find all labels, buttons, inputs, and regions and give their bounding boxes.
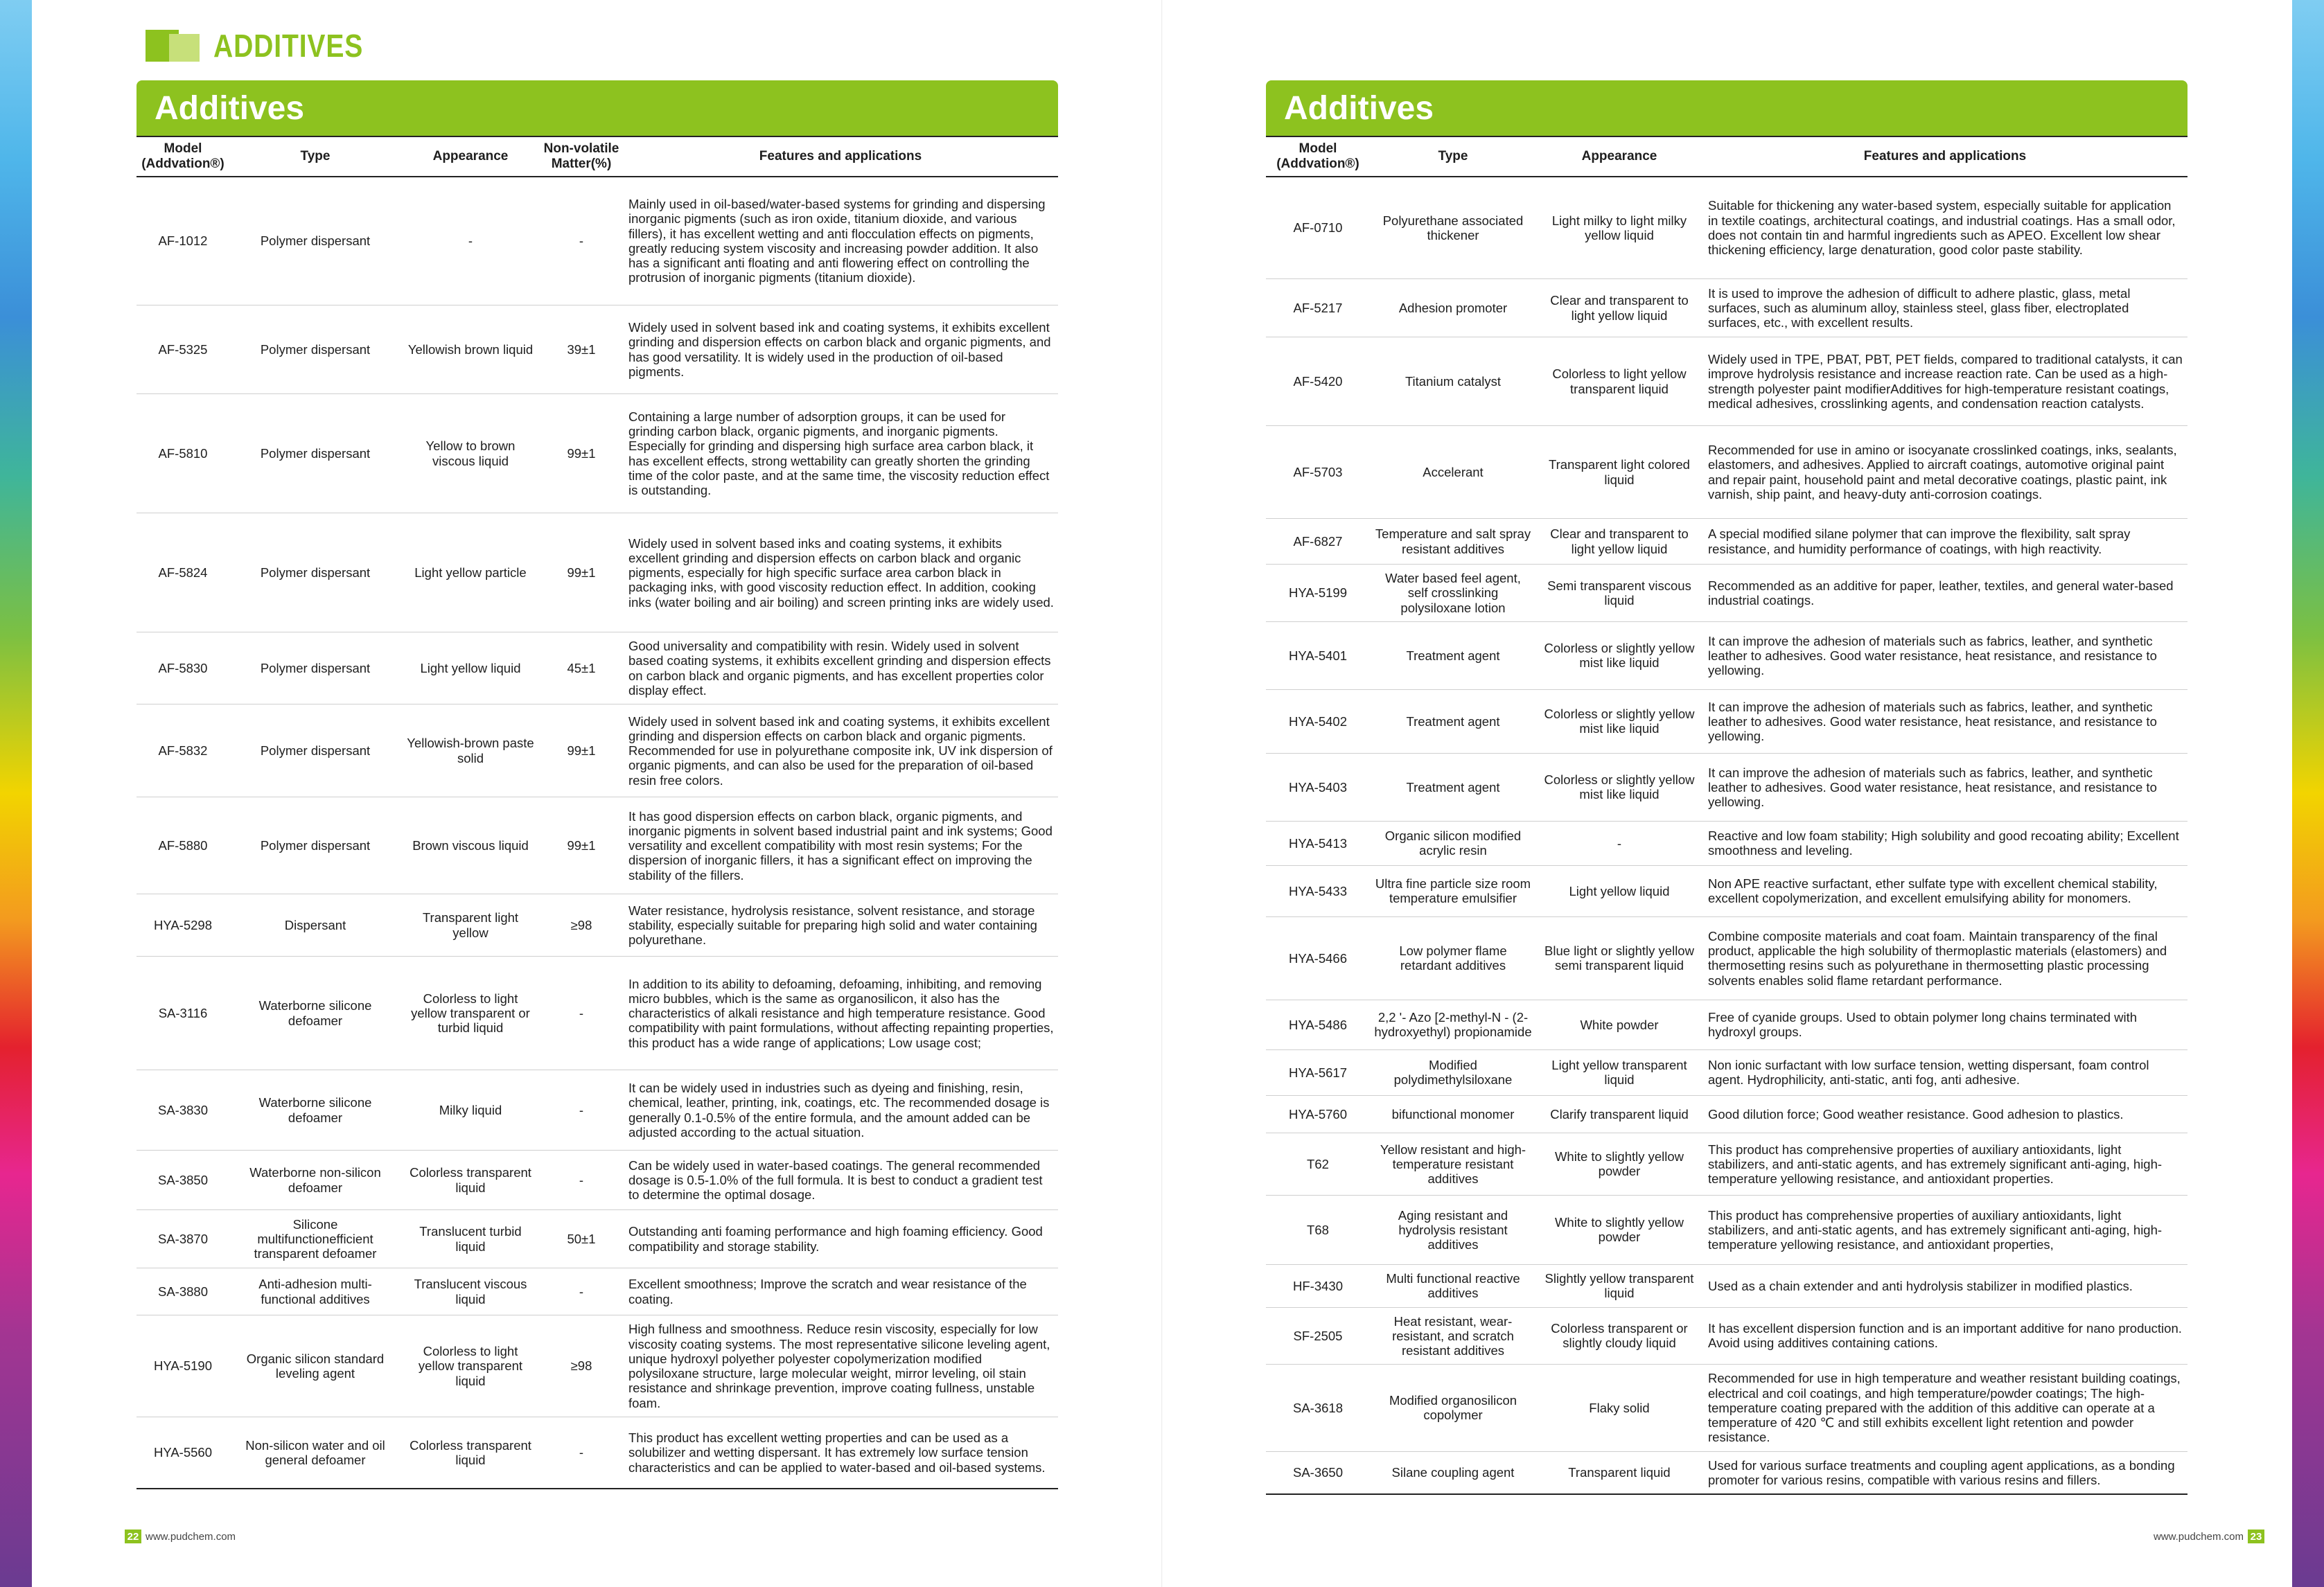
cell-features: Mainly used in oil-based/water-based systems for grinding and dispersing inorganic pigments (such as iron oxide, titanium dioxide, and various fillers), it has excellent wetting and anti flocculation effects on pigments, greatly reducing system viscosity and increasing powder addition. It also has a significant anti floating and anti flowering effect on controlling the protrusion of inorganic pigments (titanium dioxide). bbox=[623, 177, 1058, 305]
cell-type: Accelerant bbox=[1370, 426, 1536, 519]
brand-title: ADDITIVES bbox=[213, 28, 364, 64]
cell-appearance: Colorless or slightly yellow mist like liquid bbox=[1536, 689, 1702, 753]
header-model: Model (Addvation®) bbox=[1266, 136, 1370, 177]
cell-model: SA-3870 bbox=[137, 1210, 229, 1268]
table-row bbox=[137, 1268, 1058, 1315]
header-type: Type bbox=[229, 136, 401, 177]
cell-appearance: Translucent turbid liquid bbox=[401, 1210, 540, 1268]
cell-nonvolatile: ≥98 bbox=[540, 894, 623, 957]
table-row bbox=[1266, 865, 2187, 916]
cell-features: In addition to its ability to defoaming, defoaming, inhibiting, and removing micro bubbles, which is the same as organosilicon, it also has the characteristics of alkali resistance and high temperature resistance. Good compatibility with paint formulations, without affecting repainting properties, this product has a wide range of applications; Low usage cost; bbox=[623, 957, 1058, 1070]
cell-appearance: - bbox=[401, 177, 540, 305]
cell-model: HF-3430 bbox=[1266, 1264, 1370, 1307]
cell-appearance: Colorless transparent or slightly cloudy liquid bbox=[1536, 1307, 1702, 1365]
cell-model: AF-5325 bbox=[137, 305, 229, 394]
left-footer bbox=[125, 1530, 236, 1543]
cell-nonvolatile: 50±1 bbox=[540, 1210, 623, 1268]
cell-appearance: Clarify transparent liquid bbox=[1536, 1095, 1702, 1133]
cell-nonvolatile: - bbox=[540, 1070, 623, 1151]
cell-nonvolatile: - bbox=[540, 1417, 623, 1489]
cell-features: It can improve the adhesion of materials such as fabrics, leather, and synthetic leather to adhesives. Good water resistance, heat resistance, and resistance to yellowing. bbox=[1702, 753, 2187, 821]
header-model: Model (Addvation®) bbox=[137, 136, 229, 177]
cell-appearance: Clear and transparent to light yellow liquid bbox=[1536, 279, 1702, 337]
table-row bbox=[1266, 1195, 2187, 1264]
cell-model: HYA-5617 bbox=[1266, 1049, 1370, 1095]
cell-features: This product has comprehensive properties of auxiliary antioxidants, light stabilizers, and anti-static agents, and has extremely significant anti-aging, high-temperature yellowing resistance, and antioxidant properties, bbox=[1702, 1195, 2187, 1264]
table-row bbox=[1266, 565, 2187, 622]
table-row bbox=[1266, 1307, 2187, 1365]
cell-model: SF-2505 bbox=[1266, 1307, 1370, 1365]
additives-table bbox=[137, 136, 1058, 1489]
cell-type: Ultra fine particle size room temperature emulsifier bbox=[1370, 865, 1536, 916]
cell-model: HYA-5486 bbox=[1266, 1000, 1370, 1049]
table-row bbox=[137, 1417, 1058, 1489]
cell-type: Titanium catalyst bbox=[1370, 337, 1536, 426]
cell-appearance: Brown viscous liquid bbox=[401, 797, 540, 894]
cell-model: AF-5703 bbox=[1266, 426, 1370, 519]
cell-features: Free of cyanide groups. Used to obtain polymer long chains terminated with hydroxyl groups. bbox=[1702, 1000, 2187, 1049]
cell-model: SA-3880 bbox=[137, 1268, 229, 1315]
table-row bbox=[1266, 1264, 2187, 1307]
page-number: 22 bbox=[125, 1530, 141, 1543]
table-header-row bbox=[137, 136, 1058, 177]
table-row bbox=[137, 704, 1058, 797]
right-rainbow-edge bbox=[2292, 0, 2324, 1587]
cell-features: Recommended for use in high temperature and weather resistant building coatings, electrical and coil coatings, and high temperature/powder coatings; The high-temperature coating prepared with the addition of this additive can operate at a temperature of 420 ℃ and still exhibits excellent light retention and powder resistance. bbox=[1702, 1365, 2187, 1451]
cell-model: HYA-5190 bbox=[137, 1315, 229, 1417]
cell-features: Widely used in solvent based inks and coating systems, it exhibits excellent grinding and dispersion effects on carbon black and organic pigments, especially for high specific surface area carbon black in packaging inks, with good viscosity reduction effect. In addition, cooking inks (water boiling and air boiling) and screen printing inks are widely used. bbox=[623, 513, 1058, 632]
cell-appearance: Yellow to brown viscous liquid bbox=[401, 394, 540, 513]
cell-type: Low polymer flame retardant additives bbox=[1370, 916, 1536, 1000]
cell-appearance: Blue light or slightly yellow semi transparent liquid bbox=[1536, 916, 1702, 1000]
cell-features: This product has excellent wetting properties and can be used as a solubilizer and wetting dispersant. It has extremely low surface tension characteristics and can be applied to water-based and oil-based systems. bbox=[623, 1417, 1058, 1489]
table-row bbox=[1266, 621, 2187, 689]
cell-appearance: Transparent liquid bbox=[1536, 1451, 1702, 1494]
cell-features: High fullness and smoothness. Reduce resin viscosity, especially for low viscosity coating systems. The most representative silicone leveling agent, unique hydroxyl polyether polyester copolymerization modified polysiloxane structure, large molecular weight, mirror leveling, oil stain resistance and shrinkage prevention, improve coating fullness, unstable foam. bbox=[623, 1315, 1058, 1417]
cell-features: Suitable for thickening any water-based system, especially suitable for application in textile coatings, architectural coatings, and industrial coatings. Has a small odor, does not contain tin and harmful ingredients such as APEO. Excellent low shear thickening efficiency, large denaturation, good color paste stability. bbox=[1702, 177, 2187, 279]
cell-model: SA-3618 bbox=[1266, 1365, 1370, 1451]
header-type: Type bbox=[1370, 136, 1536, 177]
table-row bbox=[137, 797, 1058, 894]
table-row bbox=[137, 305, 1058, 394]
table-row bbox=[1266, 279, 2187, 337]
cell-features: Combine composite materials and coat foam. Maintain transparency of the final product, applicable the high solubility of thermoplastic materials (elastomers) and thermosetting resins such as polyurethane in thermosetting plastic processing solvents enables solid flame retardant performance. bbox=[1702, 916, 2187, 1000]
cell-features: Good universality and compatibility with resin. Widely used in solvent based coating systems, it exhibits excellent grinding and dispersion effects on carbon black and organic pigments, and has excellent properties color display effect. bbox=[623, 632, 1058, 704]
table-row bbox=[1266, 426, 2187, 519]
cell-appearance: Semi transparent viscous liquid bbox=[1536, 565, 1702, 622]
cell-model: HYA-5760 bbox=[1266, 1095, 1370, 1133]
additives-table bbox=[1266, 136, 2187, 1495]
cell-appearance: Light yellow particle bbox=[401, 513, 540, 632]
cell-type: Water based feel agent, self crosslinking polysiloxane lotion bbox=[1370, 565, 1536, 622]
cell-features: It can improve the adhesion of materials such as fabrics, leather, and synthetic leather to adhesives. Good water resistance, heat resistance, and resistance to yellowing. bbox=[1702, 689, 2187, 753]
footer-url: www.pudchem.com bbox=[2153, 1530, 2244, 1543]
cell-type: Anti-adhesion multi-functional additives bbox=[229, 1268, 401, 1315]
cell-type: Silane coupling agent bbox=[1370, 1451, 1536, 1494]
footer-url: www.pudchem.com bbox=[146, 1530, 236, 1543]
cell-features: Water resistance, hydrolysis resistance, solvent resistance, and storage stability, especially suitable for preparing high solid and water containing polyurethane. bbox=[623, 894, 1058, 957]
cell-type: Treatment agent bbox=[1370, 621, 1536, 689]
cell-nonvolatile: - bbox=[540, 957, 623, 1070]
cell-model: AF-5824 bbox=[137, 513, 229, 632]
cell-model: HYA-5199 bbox=[1266, 565, 1370, 622]
cell-model: HYA-5401 bbox=[1266, 621, 1370, 689]
cell-features: It can improve the adhesion of materials such as fabrics, leather, and synthetic leather to adhesives. Good water resistance, heat resistance, and resistance to yellowing. bbox=[1702, 621, 2187, 689]
cell-model: SA-3830 bbox=[137, 1070, 229, 1151]
table-row bbox=[1266, 519, 2187, 565]
table-row bbox=[1266, 753, 2187, 821]
cell-type: Polymer dispersant bbox=[229, 177, 401, 305]
cell-model: AF-0710 bbox=[1266, 177, 1370, 279]
cell-model: HYA-5403 bbox=[1266, 753, 1370, 821]
cell-model: T62 bbox=[1266, 1133, 1370, 1195]
cell-type: Non-silicon water and oil general defoamer bbox=[229, 1417, 401, 1489]
cell-features: Excellent smoothness; Improve the scratch and wear resistance of the coating. bbox=[623, 1268, 1058, 1315]
cell-features: Outstanding anti foaming performance and high foaming efficiency. Good compatibility and storage stability. bbox=[623, 1210, 1058, 1268]
table-row bbox=[1266, 1133, 2187, 1195]
cell-type: Polymer dispersant bbox=[229, 632, 401, 704]
cell-type: Modified organosilicon copolymer bbox=[1370, 1365, 1536, 1451]
cell-type: Polymer dispersant bbox=[229, 513, 401, 632]
cell-appearance: Colorless or slightly yellow mist like liquid bbox=[1536, 753, 1702, 821]
cell-appearance: Colorless to light yellow transparent liquid bbox=[401, 1315, 540, 1417]
cell-features: It has excellent dispersion function and is an important additive for nano production. Avoid using additives containing cations. bbox=[1702, 1307, 2187, 1365]
cell-appearance: Colorless transparent liquid bbox=[401, 1417, 540, 1489]
left-rainbow-edge bbox=[0, 0, 32, 1587]
table-row bbox=[137, 894, 1058, 957]
table-row bbox=[137, 1151, 1058, 1210]
cell-type: Treatment agent bbox=[1370, 753, 1536, 821]
cell-appearance: Clear and transparent to light yellow liquid bbox=[1536, 519, 1702, 565]
cell-features: Reactive and low foam stability; High solubility and good recoating ability; Excellent smoothness and leveling. bbox=[1702, 821, 2187, 865]
cell-nonvolatile: 39±1 bbox=[540, 305, 623, 394]
cell-appearance: Transparent light yellow bbox=[401, 894, 540, 957]
cell-model: HYA-5402 bbox=[1266, 689, 1370, 753]
cell-appearance: Slightly yellow transparent liquid bbox=[1536, 1264, 1702, 1307]
table-row bbox=[137, 632, 1058, 704]
cell-type: 2,2 '- Azo [2-methyl-N - (2-hydroxyethyl) propionamide bbox=[1370, 1000, 1536, 1049]
cell-nonvolatile: ≥98 bbox=[540, 1315, 623, 1417]
cell-type: Polymer dispersant bbox=[229, 797, 401, 894]
cell-appearance: Milky liquid bbox=[401, 1070, 540, 1151]
cell-model: AF-6827 bbox=[1266, 519, 1370, 565]
cell-type: Treatment agent bbox=[1370, 689, 1536, 753]
brand-cube-icon bbox=[146, 27, 201, 64]
header-appearance: Appearance bbox=[1536, 136, 1702, 177]
cell-features: Widely used in TPE, PBAT, PBT, PET fields, compared to traditional catalysts, it can improve hydrolysis resistance and increase reaction rate. Can be used as a high-strength polyester paint modifierAdditives for high-temperature resistant coatings, medical adhesives, crosslinking agents, and condensation reaction catalysts. bbox=[1702, 337, 2187, 426]
header-features: Features and applications bbox=[623, 136, 1058, 177]
cell-appearance: Colorless to light yellow transparent liquid bbox=[1536, 337, 1702, 426]
cell-nonvolatile: 99±1 bbox=[540, 797, 623, 894]
cell-type: Polymer dispersant bbox=[229, 394, 401, 513]
cell-appearance: Transparent light colored liquid bbox=[1536, 426, 1702, 519]
cell-model: SA-3650 bbox=[1266, 1451, 1370, 1494]
cell-type: Organic silicon modified acrylic resin bbox=[1370, 821, 1536, 865]
cell-model: AF-5420 bbox=[1266, 337, 1370, 426]
cell-nonvolatile: 99±1 bbox=[540, 704, 623, 797]
cell-type: Heat resistant, wear-resistant, and scratch resistant additives bbox=[1370, 1307, 1536, 1365]
cell-nonvolatile: - bbox=[540, 1268, 623, 1315]
table-header-row bbox=[1266, 136, 2187, 177]
cell-type: Adhesion promoter bbox=[1370, 279, 1536, 337]
cell-features: Good dilution force; Good weather resistance. Good adhesion to plastics. bbox=[1702, 1095, 2187, 1133]
header-features: Features and applications bbox=[1702, 136, 2187, 177]
cell-type: Silicone multifunctionefficient transparent defoamer bbox=[229, 1210, 401, 1268]
cell-appearance: Light yellow liquid bbox=[1536, 865, 1702, 916]
cell-model: SA-3116 bbox=[137, 957, 229, 1070]
cell-nonvolatile: - bbox=[540, 177, 623, 305]
table-row bbox=[137, 1210, 1058, 1268]
left-page bbox=[137, 80, 1058, 1489]
cell-appearance: Light yellow liquid bbox=[401, 632, 540, 704]
table-row bbox=[1266, 1451, 2187, 1494]
cell-model: HYA-5298 bbox=[137, 894, 229, 957]
cell-appearance: Light yellow transparent liquid bbox=[1536, 1049, 1702, 1095]
section-banner: Additives bbox=[137, 80, 1058, 136]
cell-features: Containing a large number of adsorption groups, it can be used for grinding carbon black, organic pigments, and inorganic pigments. Especially for grinding and dispersing high surface area carbon black, it has excellent effects, strong wettability can greatly shorten the grinding time of the color paste, and at the same time, the viscosity reduction effect is outstanding. bbox=[623, 394, 1058, 513]
cell-nonvolatile: 99±1 bbox=[540, 513, 623, 632]
cell-appearance: White to slightly yellow powder bbox=[1536, 1133, 1702, 1195]
cell-features: It is used to improve the adhesion of difficult to adhere plastic, glass, metal surfaces, such as aluminum alloy, stainless steel, glass fiber, electroplated surfaces, etc., with excellent results. bbox=[1702, 279, 2187, 337]
cell-model: HYA-5433 bbox=[1266, 865, 1370, 916]
table-row bbox=[1266, 916, 2187, 1000]
table-row bbox=[137, 957, 1058, 1070]
cell-nonvolatile: 99±1 bbox=[540, 394, 623, 513]
cell-appearance: Yellowish brown liquid bbox=[401, 305, 540, 394]
cell-model: AF-5830 bbox=[137, 632, 229, 704]
table-row bbox=[137, 394, 1058, 513]
table-row bbox=[1266, 689, 2187, 753]
section-banner: Additives bbox=[1266, 80, 2187, 136]
table-row bbox=[1266, 1049, 2187, 1095]
table-row bbox=[1266, 1365, 2187, 1451]
table-row bbox=[1266, 821, 2187, 865]
table-row bbox=[137, 1070, 1058, 1151]
table-row bbox=[137, 1315, 1058, 1417]
cell-features: Can be widely used in water-based coatings. The general recommended dosage is 0.5-1.0% of the full formula. It is best to conduct a gradient test to determine the optimal dosage. bbox=[623, 1151, 1058, 1210]
cell-model: AF-1012 bbox=[137, 177, 229, 305]
cell-appearance: Yellowish-brown paste solid bbox=[401, 704, 540, 797]
cell-type: Polyurethane associated thickener bbox=[1370, 177, 1536, 279]
cell-appearance: Translucent viscous liquid bbox=[401, 1268, 540, 1315]
cell-appearance: White powder bbox=[1536, 1000, 1702, 1049]
brand-header bbox=[146, 26, 389, 65]
header-appearance: Appearance bbox=[401, 136, 540, 177]
cell-model: AF-5217 bbox=[1266, 279, 1370, 337]
header-nonvolatile: Non-volatile Matter(%) bbox=[540, 136, 623, 177]
cell-appearance: Flaky solid bbox=[1536, 1365, 1702, 1451]
right-page bbox=[1266, 80, 2187, 1495]
table-row bbox=[1266, 1000, 2187, 1049]
cell-appearance: Colorless to light yellow transparent or turbid liquid bbox=[401, 957, 540, 1070]
cell-type: Waterborne silicone defoamer bbox=[229, 1070, 401, 1151]
cell-type: Dispersant bbox=[229, 894, 401, 957]
page-fold bbox=[1161, 0, 1163, 1587]
cell-type: Polymer dispersant bbox=[229, 305, 401, 394]
cell-features: A special modified silane polymer that can improve the flexibility, salt spray resistance, and humidity performance of coatings, with high reactivity. bbox=[1702, 519, 2187, 565]
cell-model: HYA-5560 bbox=[137, 1417, 229, 1489]
table-row bbox=[1266, 337, 2187, 426]
cell-type: Polymer dispersant bbox=[229, 704, 401, 797]
cell-features: It can be widely used in industries such as dyeing and finishing, resin, chemical, leather, printing, ink, coatings, etc. The recommended dosage is generally 0.1-0.5% of the entire formula, and the amount added can be adjusted according to the actual situation. bbox=[623, 1070, 1058, 1151]
cell-appearance: White to slightly yellow powder bbox=[1536, 1195, 1702, 1264]
cell-appearance: Light milky to light milky yellow liquid bbox=[1536, 177, 1702, 279]
table-row bbox=[137, 177, 1058, 305]
cell-features: Widely used in solvent based ink and coating systems, it exhibits excellent grinding and dispersion effects on carbon black and organic pigments. Recommended for use in polyurethane composite ink, UV ink dispersion of organic pigments, and can also be used for the preparation of oil-based resin free colors. bbox=[623, 704, 1058, 797]
cell-type: Yellow resistant and high-temperature resistant additives bbox=[1370, 1133, 1536, 1195]
cell-model: AF-5880 bbox=[137, 797, 229, 894]
table-row bbox=[1266, 177, 2187, 279]
cell-type: Organic silicon standard leveling agent bbox=[229, 1315, 401, 1417]
cell-model: AF-5832 bbox=[137, 704, 229, 797]
cell-model: HYA-5466 bbox=[1266, 916, 1370, 1000]
cell-features: It has good dispersion effects on carbon black, organic pigments, and inorganic pigments in solvent based industrial paint and ink systems; Good versatility and excellent compatibility with most resin systems; For the dispersion of inorganic fillers, it has a significant effect on improving the stability of the fillers. bbox=[623, 797, 1058, 894]
right-footer bbox=[2154, 1530, 2264, 1543]
cell-type: bifunctional monomer bbox=[1370, 1095, 1536, 1133]
cell-features: Non APE reactive surfactant, ether sulfate type with excellent chemical stability, excellent copolymerization, and excellent emulsifying ability for monomers. bbox=[1702, 865, 2187, 916]
cell-appearance: - bbox=[1536, 821, 1702, 865]
cell-features: Widely used in solvent based ink and coating systems, it exhibits excellent grinding and dispersion effects on carbon black and organic pigments, and has good versatility. It is widely used in the production of oil-based pigments. bbox=[623, 305, 1058, 394]
cell-features: Used for various surface treatments and coupling agent applications, as a bonding promoter for various resins, compatible with various resins and fillers. bbox=[1702, 1451, 2187, 1494]
cell-model: SA-3850 bbox=[137, 1151, 229, 1210]
cell-model: T68 bbox=[1266, 1195, 1370, 1264]
cell-features: Used as a chain extender and anti hydrolysis stabilizer in modified plastics. bbox=[1702, 1264, 2187, 1307]
table-row bbox=[1266, 1095, 2187, 1133]
table-row bbox=[137, 513, 1058, 632]
cell-type: Modified polydimethylsiloxane bbox=[1370, 1049, 1536, 1095]
cell-type: Aging resistant and hydrolysis resistant additives bbox=[1370, 1195, 1536, 1264]
cell-nonvolatile: - bbox=[540, 1151, 623, 1210]
cell-type: Temperature and salt spray resistant additives bbox=[1370, 519, 1536, 565]
cell-features: Recommended for use in amino or isocyanate crosslinked coatings, inks, sealants, elastomers, and adhesives. Applied to aircraft coatings, automotive original paint and repair paint, household paint and metal decorative coatings, plastic paint, ink varnish, ship paint, and heavy-duty anti-corrosion coatings. bbox=[1702, 426, 2187, 519]
cell-model: AF-5810 bbox=[137, 394, 229, 513]
cell-features: This product has comprehensive properties of auxiliary antioxidants, light stabilizers, and anti-static agents, and has extremely significant anti-aging, high-temperature yellowing resistance, and antioxidant properties. bbox=[1702, 1133, 2187, 1195]
cell-type: Waterborne non-silicon defoamer bbox=[229, 1151, 401, 1210]
cell-appearance: Colorless or slightly yellow mist like liquid bbox=[1536, 621, 1702, 689]
cell-type: Multi functional reactive additives bbox=[1370, 1264, 1536, 1307]
cell-model: HYA-5413 bbox=[1266, 821, 1370, 865]
cell-nonvolatile: 45±1 bbox=[540, 632, 623, 704]
cell-features: Non ionic surfactant with low surface tension, wetting dispersant, foam control agent. Hydrophilicity, anti-static, anti fog, anti adhesive. bbox=[1702, 1049, 2187, 1095]
cell-appearance: Colorless transparent liquid bbox=[401, 1151, 540, 1210]
cell-features: Recommended as an additive for paper, leather, textiles, and general water-based industrial coatings. bbox=[1702, 565, 2187, 622]
cell-type: Waterborne silicone defoamer bbox=[229, 957, 401, 1070]
page-number: 23 bbox=[2248, 1530, 2264, 1543]
